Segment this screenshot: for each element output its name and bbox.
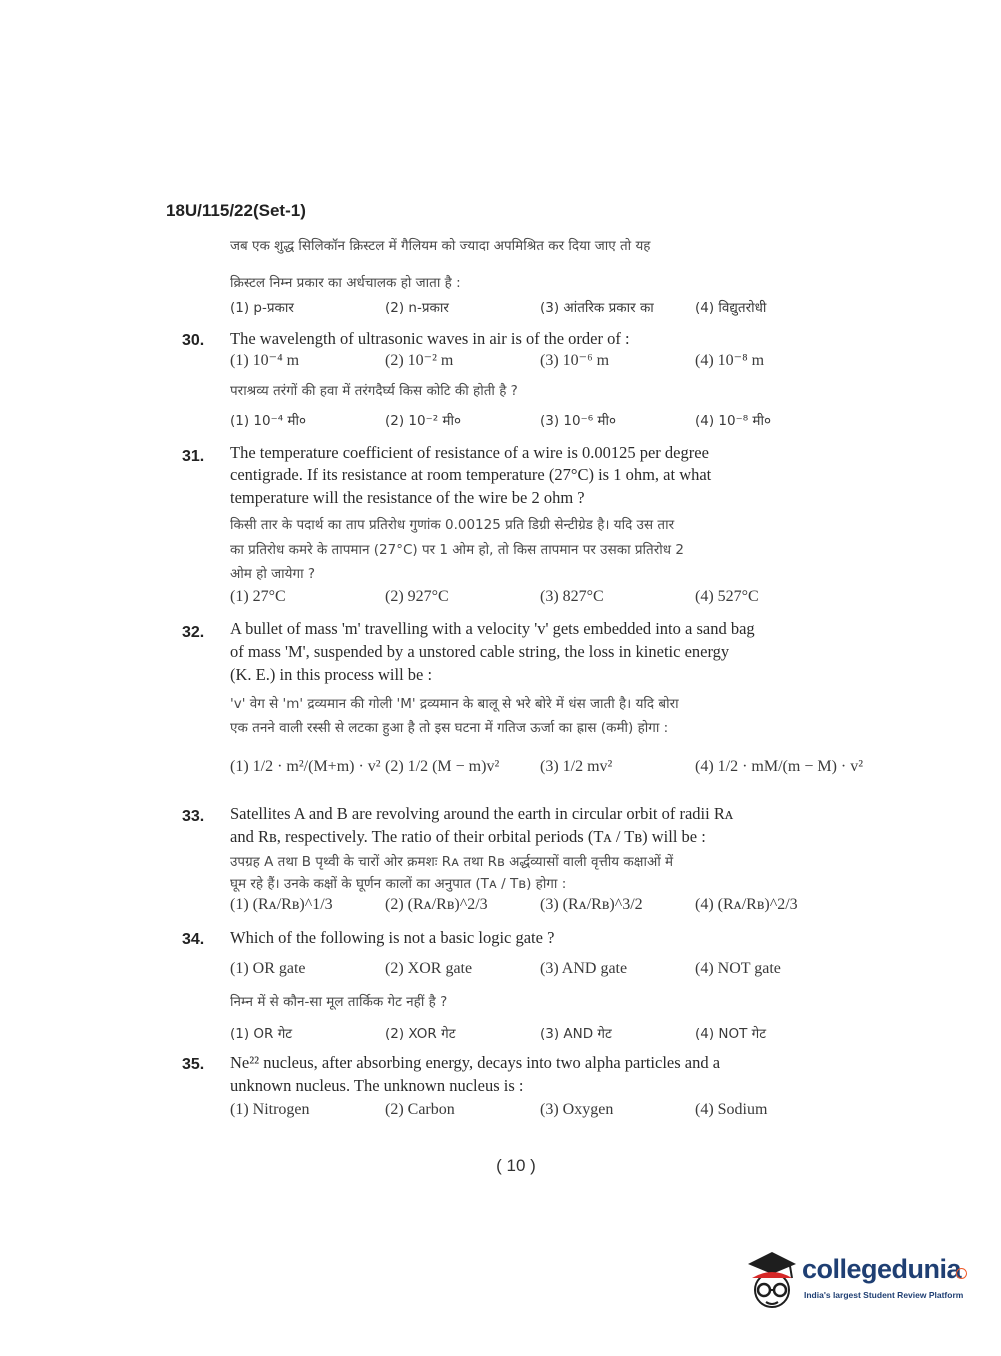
q30-hindi-option-4: (4) 10⁻⁸ मी० bbox=[695, 413, 772, 429]
q32-line-2: of mass 'M', suspended by a unstored cable string, the loss in kinetic energy bbox=[230, 642, 730, 661]
q31-options bbox=[230, 588, 830, 610]
q35-line-1: Ne²² nucleus, after absorbing energy, decays into two alpha particles and a bbox=[230, 1053, 721, 1072]
q30-number: 30. bbox=[182, 332, 205, 349]
q29-hindi-line-2: क्रिस्टल निम्न प्रकार का अर्धचालक हो जाता है : bbox=[230, 275, 461, 291]
q33-line-2: and Rʙ, respectively. The ratio of their orbital periods (Tᴀ / Tʙ) will be : bbox=[230, 827, 706, 846]
q32-option-2: (2) 1/2 (M − m)v² bbox=[385, 758, 500, 775]
q30-hindi-question: पराश्रव्य तरंगों की हवा में तरंगदैर्घ्य किस कोटि की होती है ? bbox=[230, 383, 518, 399]
q35-option-3: (3) Oxygen bbox=[540, 1101, 614, 1118]
q34-option-1: (1) OR gate bbox=[230, 960, 306, 977]
q31-number: 31. bbox=[182, 448, 205, 465]
q34-question: Which of the following is not a basic logic gate ? bbox=[230, 928, 555, 947]
q32-hindi-line-1: 'v' वेग से 'm' द्रव्यमान की गोली 'M' द्रव्यमान के बालू से भरे बोरे में धंस जाती है। यदि बोरा bbox=[230, 696, 679, 712]
q31-line-2: centigrade. If its resistance at room temperature (27°C) is 1 ohm, at what bbox=[230, 465, 712, 484]
q34-option-4: (4) NOT gate bbox=[695, 960, 781, 977]
q29-hindi-line-1: जब एक शुद्ध सिलिकॉन क्रिस्टल में गैलियम को ज्यादा अपमिश्रित कर दिया जाए तो यह bbox=[230, 238, 651, 254]
q34-hindi-options bbox=[230, 1022, 830, 1044]
q30-question: The wavelength of ultrasonic waves in air is of the order of : bbox=[230, 329, 630, 348]
q33-option-4: (4) (Rᴀ/Rʙ)^2/3 bbox=[695, 896, 798, 913]
q34-number: 34. bbox=[182, 931, 205, 948]
q30-hindi-option-1: (1) 10⁻⁴ मी० bbox=[230, 413, 307, 429]
q35-options bbox=[230, 1101, 830, 1123]
document-code: 18U/115/22(Set-1) bbox=[166, 201, 306, 220]
q31-hindi-line-3: ओम हो जायेगा ? bbox=[230, 566, 316, 582]
q31-option-1: (1) 27°C bbox=[230, 588, 286, 605]
q30-option-2: (2) 10⁻² m bbox=[385, 352, 454, 369]
q30-option-4: (4) 10⁻⁸ m bbox=[695, 352, 765, 369]
mascot-icon bbox=[742, 1248, 800, 1318]
q34-hindi-option-2: (2) XOR गेट bbox=[385, 1026, 456, 1042]
brand-tagline: India's largest Student Review Platform bbox=[804, 1290, 964, 1300]
q32-hindi-line-2: एक तनने वाली रस्सी से लटका हुआ है तो इस घटना में गतिज ऊर्जा का ह्रास (कमी) होगा : bbox=[230, 720, 669, 736]
q35-option-4: (4) Sodium bbox=[695, 1101, 768, 1118]
q30-hindi-option-2: (2) 10⁻² मी० bbox=[385, 413, 462, 429]
q35-option-1: (1) Nitrogen bbox=[230, 1101, 310, 1118]
q30-option-3: (3) 10⁻⁶ m bbox=[540, 352, 610, 369]
brand-dot-icon bbox=[956, 1268, 967, 1279]
q32-line-1: A bullet of mass 'm' travelling with a velocity 'v' gets embedded into a sand bag bbox=[230, 619, 755, 638]
q29-option-4: (4) विद्युतरोधी bbox=[695, 300, 767, 316]
q32-line-3: (K. E.) in this process will be : bbox=[230, 665, 433, 684]
q33-option-1: (1) (Rᴀ/Rʙ)^1/3 bbox=[230, 896, 333, 913]
q31-hindi-line-2: का प्रतिरोध कमरे के तापमान (27°C) पर 1 ओम हो, तो किस तापमान पर उसका प्रतिरोध 2 bbox=[230, 542, 684, 558]
q33-option-2: (2) (Rᴀ/Rʙ)^2/3 bbox=[385, 896, 488, 913]
q33-hindi-line-2: घूम रहे हैं। उनके कक्षों के घूर्णन कालों का अनुपात (Tᴀ / Tʙ) होगा : bbox=[230, 876, 567, 892]
q30-hindi-options bbox=[230, 409, 830, 431]
q31-option-2: (2) 927°C bbox=[385, 588, 449, 605]
q32-option-4: (4) 1/2 · mM/(m − M) · v² bbox=[695, 758, 864, 775]
q34-option-3: (3) AND gate bbox=[540, 960, 628, 977]
q34-hindi-option-4: (4) NOT गेट bbox=[695, 1026, 767, 1042]
collegedunia-logo[interactable] bbox=[742, 1248, 972, 1318]
q33-hindi-line-1: उपग्रह A तथा B पृथ्वी के चारों ओर क्रमशः Rᴀ तथा Rʙ अर्द्धव्यासों वाली वृत्तीय कक्षाओं में bbox=[230, 854, 674, 870]
q29-options bbox=[230, 296, 830, 318]
q34-options bbox=[230, 960, 830, 982]
q34-option-2: (2) XOR gate bbox=[385, 960, 473, 977]
q29-option-2: (2) n-प्रकार bbox=[385, 300, 449, 316]
brand-name: collegedunia bbox=[802, 1254, 962, 1284]
q31-option-3: (3) 827°C bbox=[540, 588, 604, 605]
q32-number: 32. bbox=[182, 624, 205, 641]
q35-line-2: unknown nucleus. The unknown nucleus is : bbox=[230, 1076, 524, 1095]
q33-options bbox=[230, 896, 830, 918]
q30-hindi-option-3: (3) 10⁻⁶ मी० bbox=[540, 413, 617, 429]
q32-option-1: (1) 1/2 · m²/(M+m) · v² bbox=[230, 758, 381, 775]
q29-option-3: (3) आंतरिक प्रकार का bbox=[540, 300, 654, 316]
q33-option-3: (3) (Rᴀ/Rʙ)^3/2 bbox=[540, 896, 643, 913]
q30-option-1: (1) 10⁻⁴ m bbox=[230, 352, 300, 369]
q34-hindi-question: निम्न में से कौन-सा मूल तार्किक गेट नहीं है ? bbox=[230, 994, 448, 1010]
q32-option-3: (3) 1/2 mv² bbox=[540, 758, 613, 775]
q35-option-2: (2) Carbon bbox=[385, 1101, 455, 1118]
q33-number: 33. bbox=[182, 808, 205, 825]
q31-line-3: temperature will the resistance of the wire be 2 ohm ? bbox=[230, 488, 585, 507]
q31-option-4: (4) 527°C bbox=[695, 588, 759, 605]
q31-hindi-line-1: किसी तार के पदार्थ का ताप प्रतिरोध गुणांक 0.00125 प्रति डिग्री सेन्टीग्रेड है। यदि उस तार bbox=[230, 517, 675, 533]
q30-options bbox=[230, 350, 830, 372]
q33-line-1: Satellites A and B are revolving around the earth in circular orbit of radii Rᴀ bbox=[230, 804, 734, 823]
q35-number: 35. bbox=[182, 1056, 205, 1073]
q32-options bbox=[230, 758, 864, 780]
q31-line-1: The temperature coefficient of resistance of a wire is 0.00125 per degree bbox=[230, 443, 709, 462]
q34-hindi-option-3: (3) AND गेट bbox=[540, 1026, 612, 1042]
q29-option-1: (1) p-प्रकार bbox=[230, 300, 294, 316]
page-number: ( 10 ) bbox=[496, 1156, 536, 1175]
q34-hindi-option-1: (1) OR गेट bbox=[230, 1026, 293, 1042]
